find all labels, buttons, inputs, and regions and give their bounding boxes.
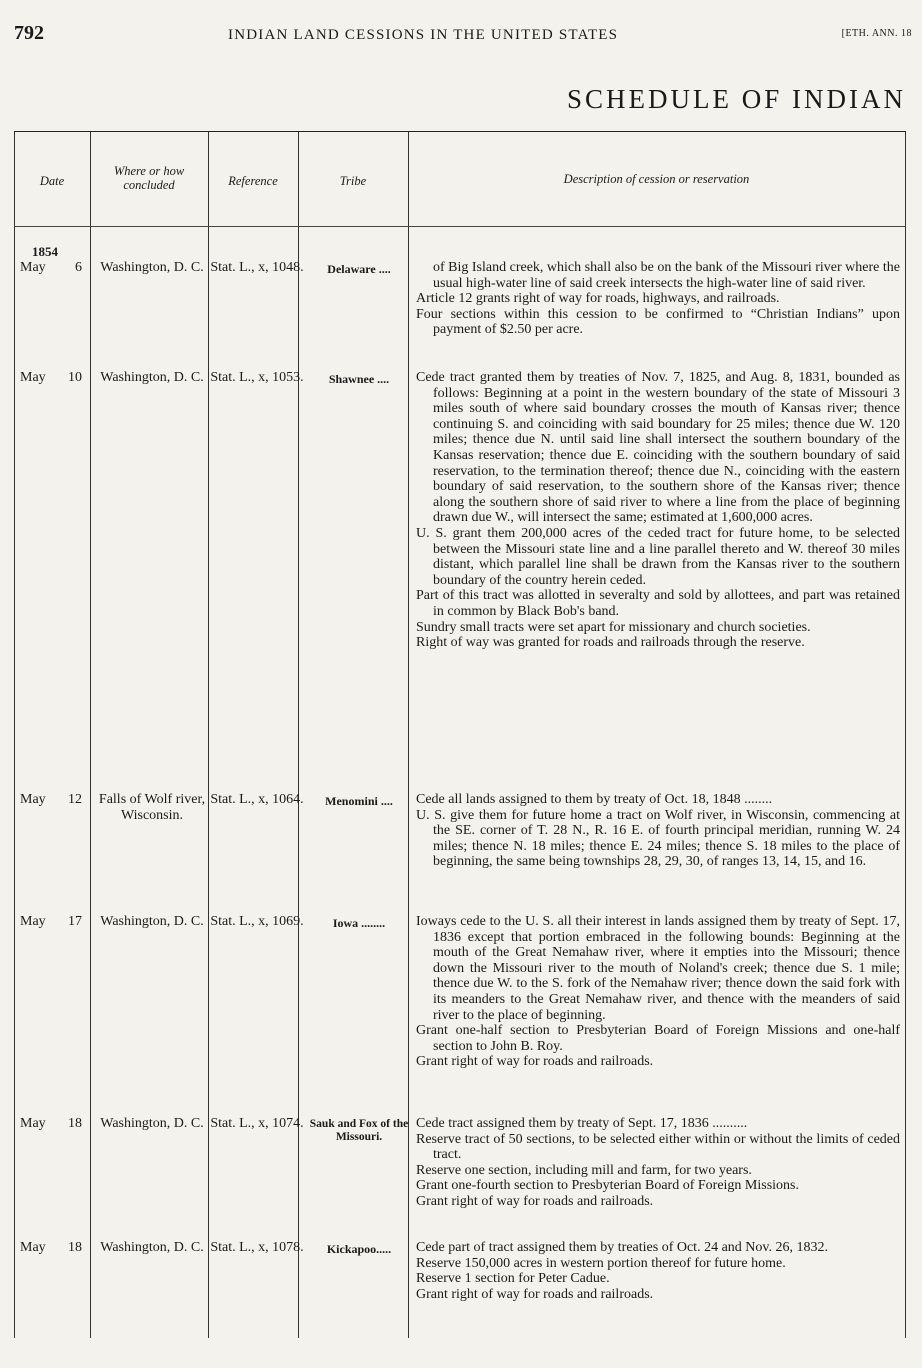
table-top-rule <box>14 131 906 132</box>
description-entry: Grant one-half section to Presbyterian Board of Foreign Missions and one-half section to John B. Roy. <box>416 1023 900 1054</box>
where-cell: Washington, D. C. <box>100 1116 204 1131</box>
day: 10 <box>68 370 82 385</box>
schedule-title: SCHEDULE OF INDIAN <box>567 84 906 114</box>
description-entry: Reserve 150,000 acres in western portion thereof for future home. <box>416 1255 786 1271</box>
column-rule <box>408 132 409 1338</box>
description-entry: of Big Island creek, which shall also be on the bank of the Missouri river where the usual high-water line of said creek intersects the high-water line of said river. <box>433 260 900 291</box>
description-entry: U. S. give them for future home a tract on Wolf river, in Wisconsin, commencing at the SE. corner of T. 28 N., R. 16 E. of fourth principal meridian, running W. 24 miles; thence N. 18 miles; thence E. 24 miles; thence S. 18 miles to the place of beginning, the same being townships 28, 29, 30, of ranges 13, 14, 15, and 16. <box>416 807 900 870</box>
where-cell: Washington, D. C. <box>100 370 204 385</box>
page-number: 792 <box>14 22 44 44</box>
description-cell <box>416 914 900 1070</box>
description-entry: Cede tract granted them by treaties of Nov. 7, 1825, and Aug. 8, 1831, bounded as follows: Beginning at a point in the western boundary of the state of Missouri 3 miles south of where said boundary crosses the mouth of Kansas river; thence continuing S. and coinciding with said boundary for 25 miles; thence due W. 120 miles; thence due N. until said line shall intersect the southern boundary of the Kansas reservation; thence due E. coinciding with the southern boundary of said reservation, to the termination thereof; thence due N., coinciding with the eastern boundary of said reservation, to the southern shore of the Kansas river; thence along the southern shore of said river to where a line from the place of beginning drawn due W., will intersect the same; estimated at 1,600,000 acres. <box>416 370 900 526</box>
reference-cell: Stat. L., x, 1053. <box>210 370 304 385</box>
month: May <box>20 370 46 385</box>
reference-cell: Stat. L., x, 1064. <box>210 792 304 807</box>
tribe-cell: Shawnee .... <box>328 372 390 386</box>
date-cell <box>14 370 84 386</box>
header-rule <box>14 226 906 227</box>
month: May <box>20 792 46 807</box>
day: 6 <box>75 259 82 275</box>
month: May <box>20 1240 46 1255</box>
running-title: INDIAN LAND CESSIONS IN THE UNITED STATES <box>228 27 619 43</box>
description-entry: Grant right of way for roads and railroads. <box>416 1286 654 1302</box>
where-cell: Falls of Wolf river, Wisconsin. <box>98 792 206 823</box>
description-entry: Reserve 1 section for Peter Cadue. <box>416 1271 610 1287</box>
tribe-cell: Delaware .... <box>327 262 391 276</box>
reference-cell: Stat. L., x, 1078. <box>210 1240 304 1255</box>
description-entry: Grant right of way for roads and railroads. <box>416 1193 654 1209</box>
page-header <box>0 22 922 52</box>
description-entry: Reserve one section, including mill and farm, for two years. <box>416 1162 752 1178</box>
header-description: Description of cession or reservation <box>563 172 750 186</box>
where-cell: Washington, D. C. <box>100 260 204 275</box>
month: May <box>20 259 46 275</box>
header-date: Date <box>39 174 65 188</box>
description-entry: Cede part of tract assigned them by treaties of Oct. 24 and Nov. 26, 1832. <box>416 1240 828 1255</box>
header-where: Where or how concluded <box>113 164 185 192</box>
date-cell <box>14 914 84 930</box>
day: 18 <box>68 1116 82 1131</box>
column-rule <box>298 132 299 1338</box>
description-entry: Cede tract assigned them by treaty of Sept. 17, 1836 .......... <box>416 1116 748 1131</box>
description-entry: Four sections within this cession to be confirmed to “Christian Indians” upon payment of $2.50 per acre. <box>416 306 900 338</box>
header-tribe: Tribe <box>339 174 367 188</box>
description-cell <box>416 370 900 651</box>
description-entry: Article 12 grants right of way for roads, highways, and railroads. <box>416 291 780 307</box>
description-cell <box>416 1240 900 1302</box>
date-cell <box>14 1116 84 1132</box>
year: 1854 <box>32 244 58 259</box>
description-entry: Grant one-fourth section to Presbyterian Board of Foreign Missions. <box>416 1178 799 1194</box>
date-cell <box>14 792 84 808</box>
reference-cell: Stat. L., x, 1048. <box>210 260 304 275</box>
description-entry: Part of this tract was allotted in severalty and sold by allottees, and part was retained in common by Black Bob's band. <box>416 588 900 619</box>
reference-cell: Stat. L., x, 1074. <box>210 1116 304 1131</box>
description-cell <box>416 260 900 338</box>
where-cell: Washington, D. C. <box>100 1240 204 1255</box>
description-entry: Sundry small tracts were set apart for missionary and church societies. <box>416 619 811 635</box>
description-entry: Reserve tract of 50 sections, to be selected either within or without the limits of ceded tract. <box>416 1131 900 1163</box>
description-entry: Right of way was granted for roads and railroads through the reserve. <box>416 635 805 651</box>
column-rule <box>90 132 91 1338</box>
tribe-cell: Kickapoo..... <box>326 1242 392 1256</box>
description-cell <box>416 1116 900 1210</box>
day: 17 <box>68 914 82 929</box>
description-entry: Cede all lands assigned to them by treaty of Oct. 18, 1848 ........ <box>416 792 773 807</box>
column-rule <box>14 132 15 1338</box>
day: 18 <box>68 1240 82 1255</box>
tribe-cell: Sauk and Fox of the Missouri. <box>309 1118 409 1143</box>
description-cell <box>416 792 900 870</box>
month: May <box>20 1116 46 1131</box>
column-rule <box>905 132 906 1338</box>
description-entry: Grant right of way for roads and railroads. <box>416 1054 654 1070</box>
date-cell <box>14 244 84 275</box>
reference-cell: Stat. L., x, 1069. <box>210 914 304 929</box>
where-cell: Washington, D. C. <box>100 914 204 929</box>
date-cell <box>14 1240 84 1256</box>
header-reference: Reference <box>228 174 278 188</box>
month: May <box>20 914 46 929</box>
annotation: [ETH. ANN. 18 <box>841 28 912 39</box>
tribe-cell: Iowa ........ <box>332 916 386 930</box>
description-entry: Ioways cede to the U. S. all their interest in lands assigned them by treaty of Sept. 17, 1836 except that portion embraced in the following bounds: Beginning at the mouth of the Great Nemahaw river, where it empties into the Missouri; thence down the Missouri river to the mouth of Noland's creek; thence due S. 1 mile; thence due W. to the S. fork of the Nemahaw river; thence down the said fork with its meanders to the Great Nemahaw river, and thence with the meanders of said river to the place of beginning. <box>416 914 900 1023</box>
description-entry: U. S. grant them 200,000 acres of the ceded tract for future home, to be selected between the Missouri state line and a line parallel thereto and W. thereof 30 miles distant, which parallel line shall be drawn from the Kansas river to the southern boundary of the country herein ceded. <box>416 525 900 588</box>
day: 12 <box>68 792 82 807</box>
tribe-cell: Menomini .... <box>325 794 393 808</box>
column-rule <box>208 132 209 1338</box>
